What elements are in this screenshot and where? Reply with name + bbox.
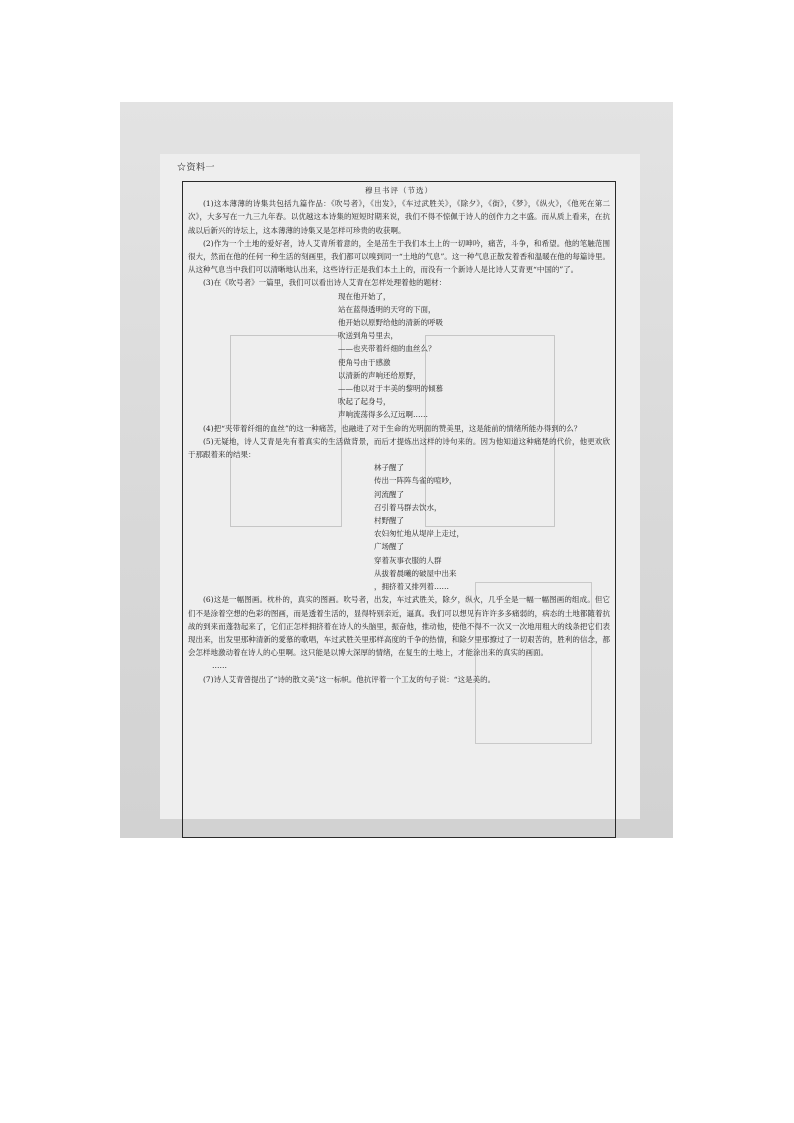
paragraph-5: (5)无疑地，诗人艾青是先有着真实的生活做背景，而后才提炼出这样的诗句来的。因为他知道这种痛楚的代价，他更欢欣于那跟着来的结果： [188, 436, 610, 460]
poem-excerpt-2 [188, 461, 610, 593]
poem-excerpt-1 [188, 290, 610, 422]
material-label: ☆资料一 [177, 163, 216, 173]
paragraph-3: (3)在《吹号者》一篇里，我们可以看出诗人艾青在怎样处理着他的题材： [203, 278, 447, 288]
excerpt-frame [182, 181, 616, 838]
poem-line: 吹起了起身号， [338, 397, 391, 407]
poem-line: 吹送到角号里去， [338, 331, 398, 341]
poem-line: ——也夹带着纤细的血丝么？ [338, 344, 436, 354]
poem-line: ，拥挤着又排列着…… [374, 582, 449, 592]
poem-line: 现在他开始了， [338, 291, 391, 301]
paragraph-6: (6)这是一幅图画。枕朴的，真实的图画。吹号者，出发，车过武胜关，除夕，纵火，几乎全是一幅一幅图画的组成。但它们不是涂着空想的色彩的图画，而是透着生活的，显得特别亲近，逼真。我们可以想见有许许多多痛弱的，病态的土地都随着抗战的到来而蓬勃起来了，它们正怎样拥挤着在诗人的头脑里，振奋他，推动他，使他不得不一次又一次地用粗大的线条把它们表现出来，出发里那种清新的愛慕的歌唱，车过武胜关里那样高度的千争的热情，和除夕里那撩过了一切艰苦的，胜利的信念，都会怎样地激动着在诗人的心里啊。这只能是以博大深厚的情绪，在复生的土地上，才能涂出来的真实的画面。 [188, 595, 610, 658]
paragraph-1: (1)这本薄薄的诗集共包括九篇作品：《吹号者》，《出发》，《车过武胜关》，《除夕》，《街》，《梦》，《纵火》，《他死在第二次》，大多写在一九三九年春。以优越这本诗集的短短时期来说，我们不得不惊佩于诗人的创作力之丰盛。而从质上看来，在抗战以后新兴的诗坛上，这本薄薄的诗集又是怎样可珍贵的收获啊。 [188, 199, 610, 235]
photo-background [120, 102, 673, 838]
paragraph-2: (2)作为一个土地的爱好者，诗人艾青所着意的，全是茁生于我们本土上的一切呻吟，痛苦，斗争，和希望。他的笔触范围很大，然而在他的任何一种生活的刻画里，我们都可以嗅到同一“土地的气息”。这一种气息正散发着香和温暖在他的每篇诗里。从这种气息当中我们可以清晰地认出来，这些诗行正是我们本土上的，而没有一个新诗人是比诗人艾青更“中国的”了。 [188, 238, 610, 275]
poem-line: 以清新的声响还给原野， [338, 370, 421, 380]
poem-line: 使角号由于感激 [338, 357, 391, 367]
excerpt-body [188, 184, 610, 686]
poem-line: 河流醒了 [374, 489, 404, 499]
poem-line: 村野醒了 [374, 516, 404, 526]
poem-line: 林子醒了 [374, 463, 404, 473]
poem-line: 他开始以原野给他的清新的呼吸 [338, 318, 443, 328]
poem-line: 传出一阵阵鸟雀的喧吵， [374, 476, 457, 486]
poem-line: 从拔着晨曦的破屋中出来 [374, 568, 457, 578]
poem-line: ——他以对于丰美的黎明的倾慕 [338, 384, 443, 394]
poem-line: 广场醒了 [374, 542, 404, 552]
poem-line: 站在蓝得透明的天穹的下面， [338, 304, 436, 314]
paragraph-7: (7)诗人艾青曾提出了“诗的散文美”这一标帜。他抗评着一个工友的句子说：“这是美的。 [203, 674, 496, 684]
poem-line: 声响流荡得多么辽远啊…… [338, 410, 428, 420]
excerpt-title: 穆旦书评（节选） [365, 186, 433, 195]
poem-line: 农妇匆忙地从堤岸上走过， [374, 529, 464, 539]
poem-line: 穿着灰事衣服的人群 [374, 555, 442, 565]
ellipsis: …… [212, 661, 227, 671]
paragraph-4: (4)把“夹带着纤细的血丝”的这一种痛苦，也融进了对于生命的光明面的赞美里，这是能前的情绪所能办得到的么？ [203, 423, 582, 433]
poem-line: 召引着马群去饮水， [374, 502, 442, 512]
